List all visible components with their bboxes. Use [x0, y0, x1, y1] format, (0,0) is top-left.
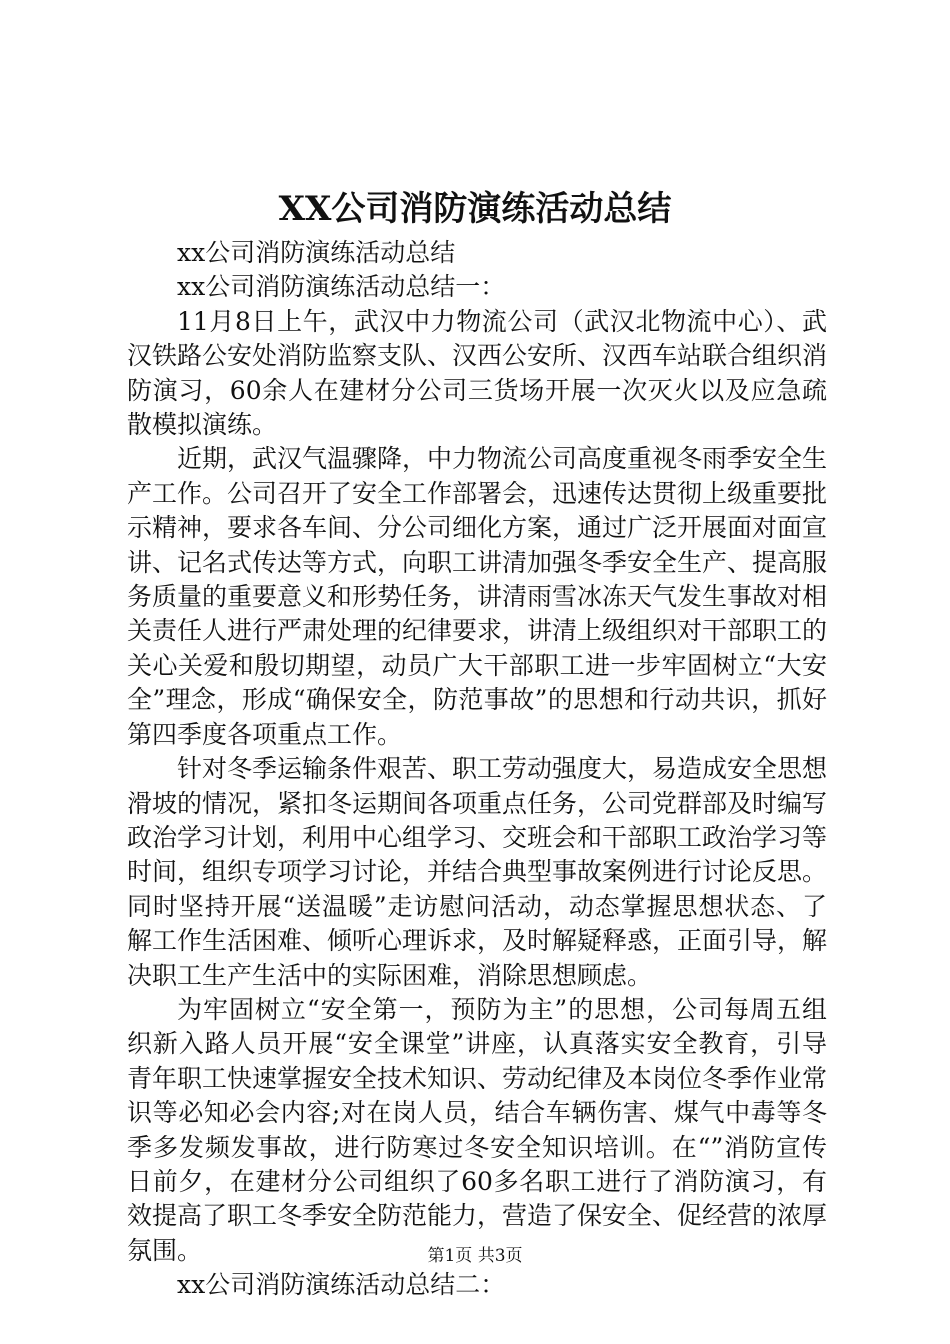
- document-body: [127, 236, 827, 1303]
- page-footer: 第1页 共3页: [427, 1246, 523, 1266]
- paragraph: 针对冬季运输条件艰苦、职工劳动强度大，易造成安全思想滑坡的情况，紧扣冬运期间各项重点任务，公司党群部及时编写政治学习计划，利用中心组学习、交班会和干部职工政治学习等时间，组织专项学习讨论，并结合典型事故案例进行讨论反思。同时坚持开展“送温暖”走访慰问活动，动态掌握思想状态、了解工作生活困难、倾听心理诉求，及时解疑释惑，正面引导，解决职工生产生活中的实际困难，消除思想顾虑。: [127, 754, 828, 990]
- paragraph: 11月8日上午，武汉中力物流公司（武汉北物流中心）、武汉铁路公安处消防监察支队、汉西公安所、汉西车站联合组织消防演习，60余人在建材分公司三货场开展一次灭火以及应急疏散模拟演练。: [127, 306, 828, 440]
- page-title: XX公司消防演练活动总结: [278, 189, 672, 229]
- paragraph-heading: xx公司消防演练活动总结: [177, 238, 456, 267]
- paragraph-section-two-heading: xx公司消防演练活动总结二：: [177, 1270, 506, 1300]
- paragraph-section-one-heading: xx公司消防演练活动总结一：: [177, 272, 506, 302]
- paragraph: 为牢固树立“安全第一，预防为主”的思想，公司每周五组织新入路人员开展“安全课堂”讲座，认真落实安全教育，引导青年职工快速掌握安全技术知识、劳动纪律及本岗位冬季作业常识等必知必会内容;对在岗人员，结合车辆伤害、煤气中毒等冬季多发频发事故，进行防寒过冬安全知识培训。在“”消防宣传日前夕，在建材分公司组织了60多名职工进行了消防演习，有效提高了职工冬季安全防范能力，营造了保安全、促经营的浓厚氛围。: [127, 994, 828, 1265]
- paragraph: 近期，武汉气温骤降，中力物流公司高度重视冬雨季安全生产工作。公司召开了安全工作部署会，迅速传达贯彻上级重要批示精神，要求各车间、分公司细化方案，通过广泛开展面对面宣讲、记名式传达等方式，向职工讲清加强冬季安全生产、提高服务质量的重要意义和形势任务，讲清雨雪冰冻天气发生事故对相关责任人进行严肃处理的纪律要求，讲清上级组织对干部职工的关心关爱和殷切期望，动员广大干部职工进一步牢固树立“大安全”理念，形成“确保安全，防范事故”的思想和行动共识，抓好第四季度各项重点工作。: [127, 444, 828, 749]
